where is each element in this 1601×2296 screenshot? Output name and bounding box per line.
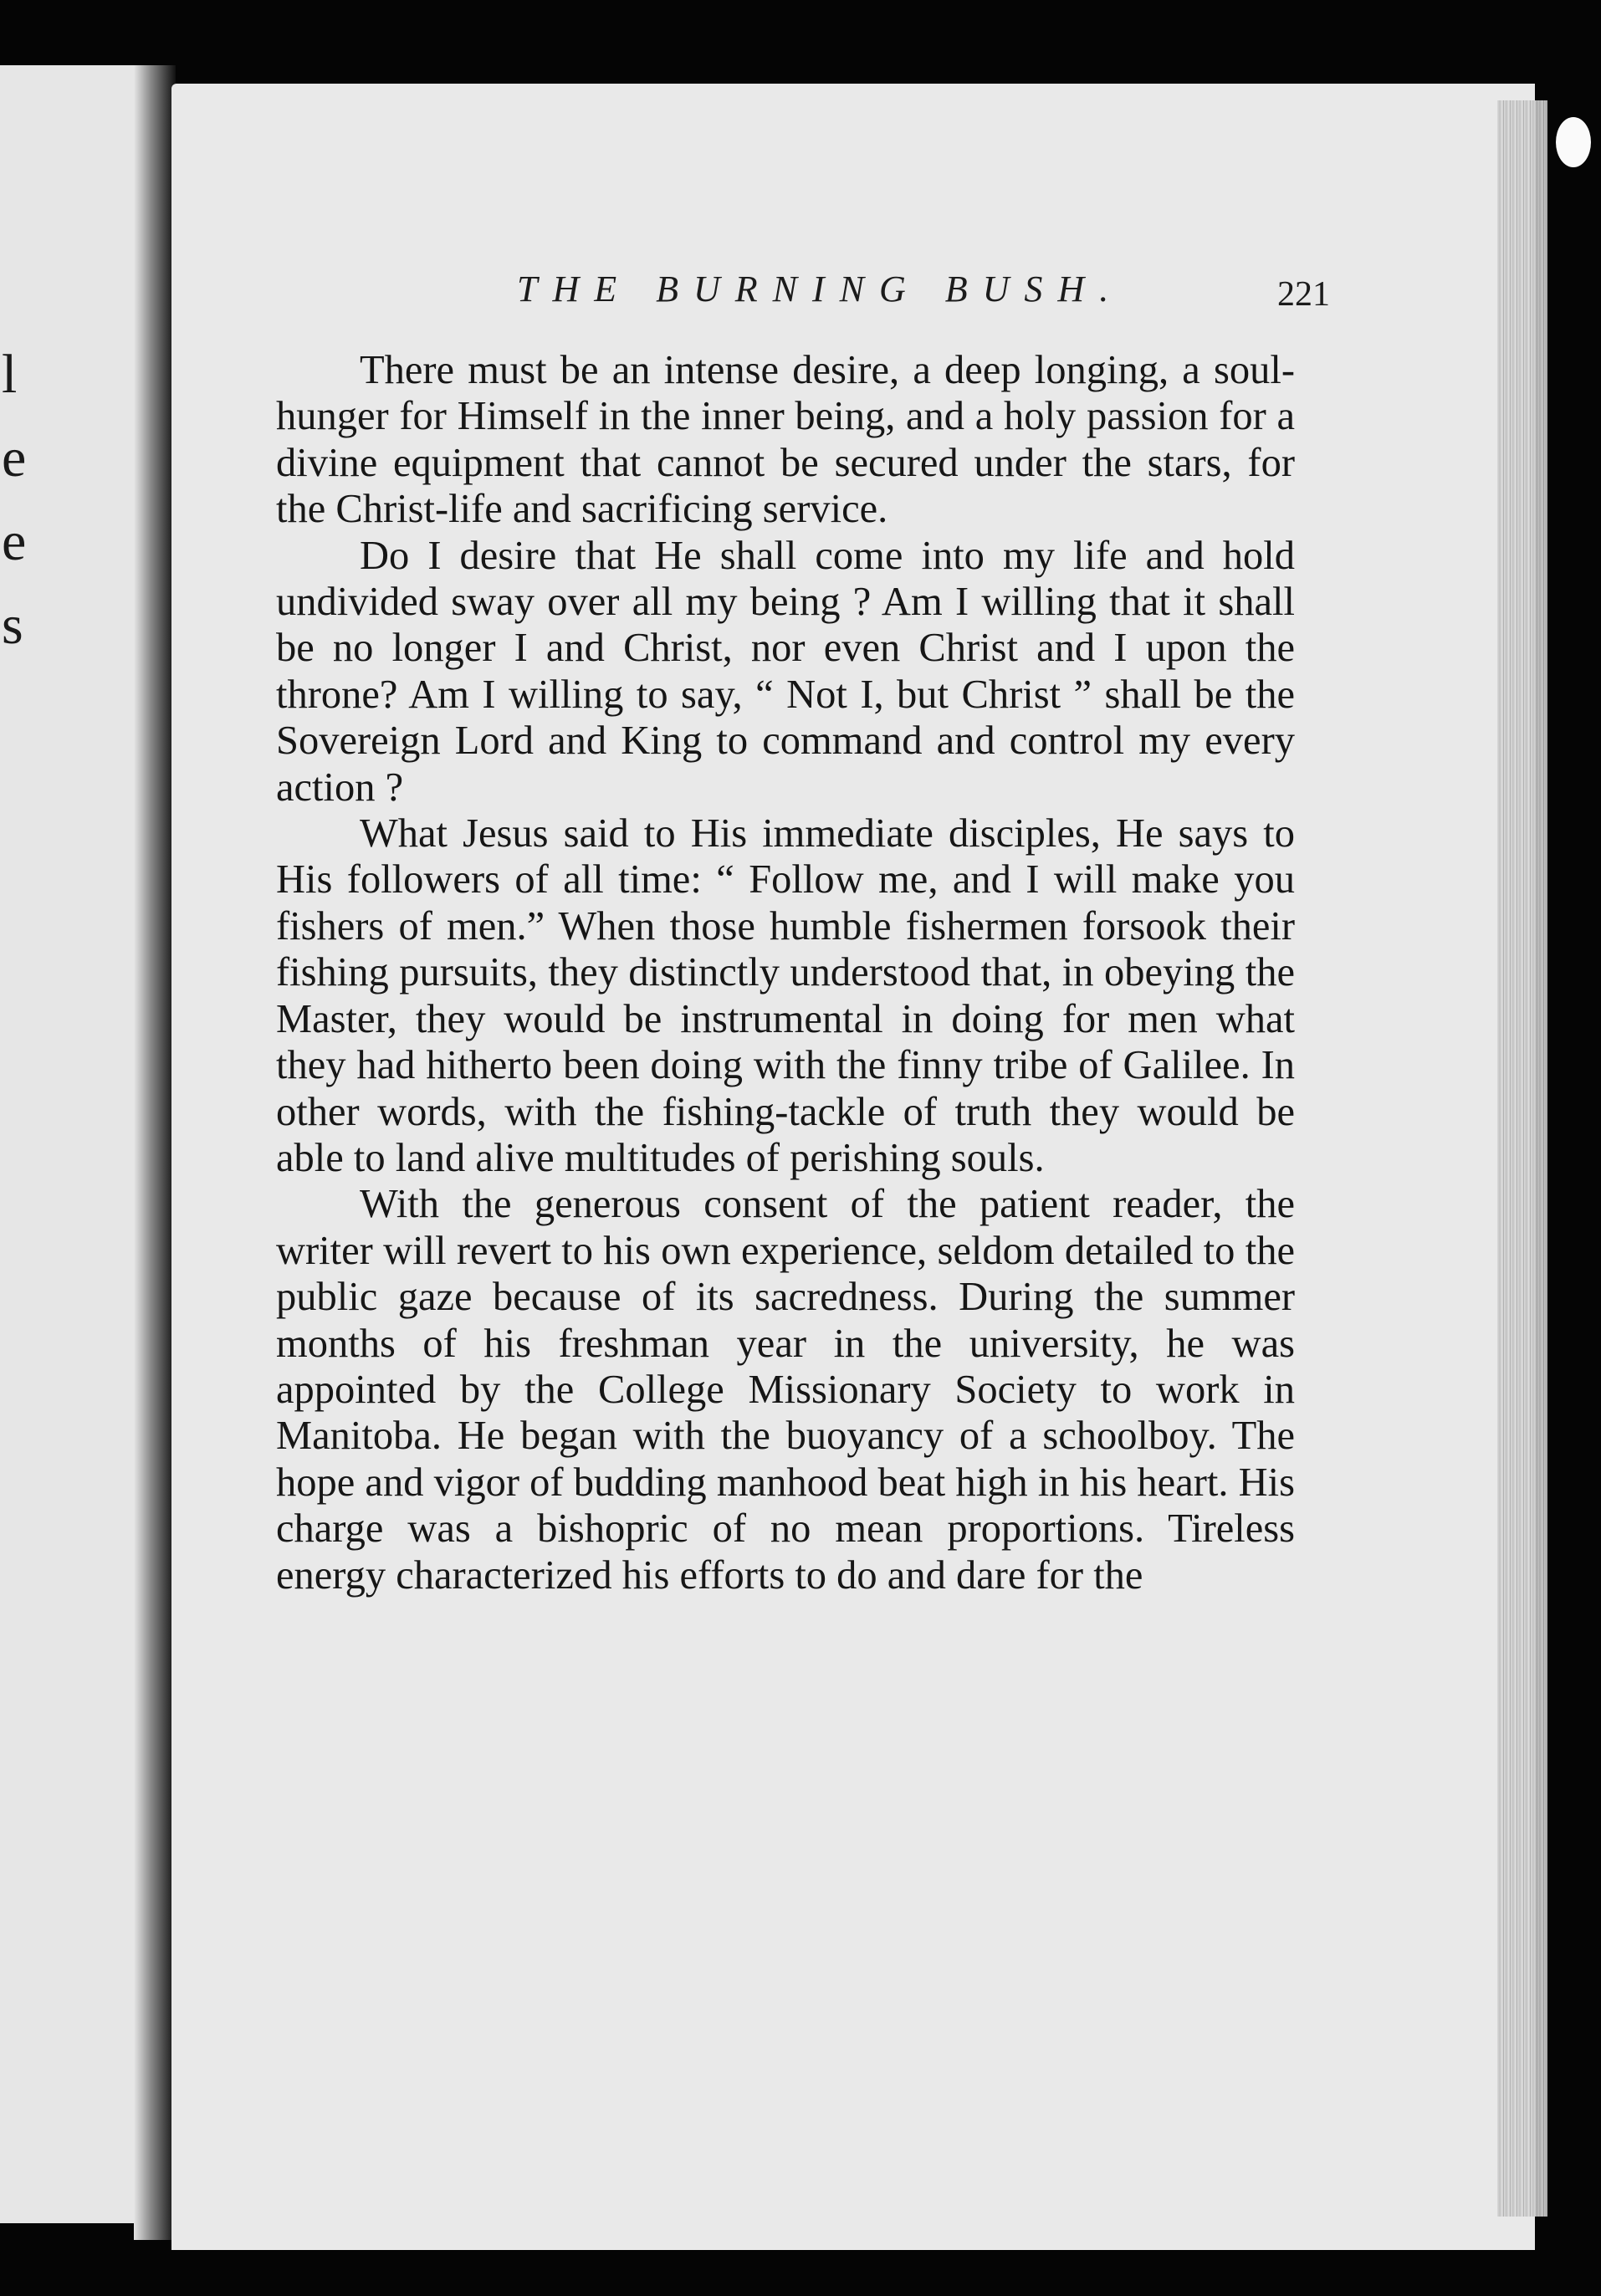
left-page — [0, 65, 155, 2223]
paragraph-2: Do I desire that He shall come into my life and hold undivided sway over all my being ? Am I willing that it shall be no longer I and Christ, nor even Christ and I upon the throne? Am I willing to say, “ Not I, but Christ ” shall be the Sovereign Lord and King to command and control my every action ? — [276, 533, 1295, 810]
paragraph-1: There must be an intense desire, a deep longing, a soul-hunger for Himself in the inner being, and a holy passion for a divine equipment that cannot be secured under the stars, for the Christ-life and sacrificing service. — [276, 348, 1295, 532]
page-edges — [1497, 100, 1547, 2217]
running-title: THE BURNING BUSH. — [517, 268, 1124, 309]
book-gutter — [134, 65, 176, 2240]
running-head — [276, 268, 1330, 318]
page-number: 221 — [1277, 275, 1330, 314]
body-text — [276, 347, 1295, 1598]
paper-hole — [1556, 117, 1591, 167]
paragraph-4: With the generous consent of the patient reader, the writer will revert to his own experience, seldom detailed to the public gaze because of its sacredness. During the summer months of his freshman year in the university, he was appointed by the College Missionary Society to work in Manitoba. He began with the buoyancy of a schoolboy. The hope and vigor of budding manhood beat high in his heart. His charge was a bishopric of no mean proportions. Tireless energy characterized his efforts to do and dare for the — [276, 1182, 1295, 1598]
left-page-edge-text: l e e s — [2, 344, 27, 656]
paragraph-3: What Jesus said to His immediate disciples, He says to His followers of all time: “ Follow me, and I will make you fishers of men.” When those humble fishermen forsook their fishing pursuits, they distinctly understood that, in obeying the Master, they would be instrumental in doing for men what they had hitherto been doing with the finny tribe of Galilee. In other words, with the fishing-tackle of truth they would be able to land alive multitudes of perishing souls. — [276, 811, 1295, 1180]
